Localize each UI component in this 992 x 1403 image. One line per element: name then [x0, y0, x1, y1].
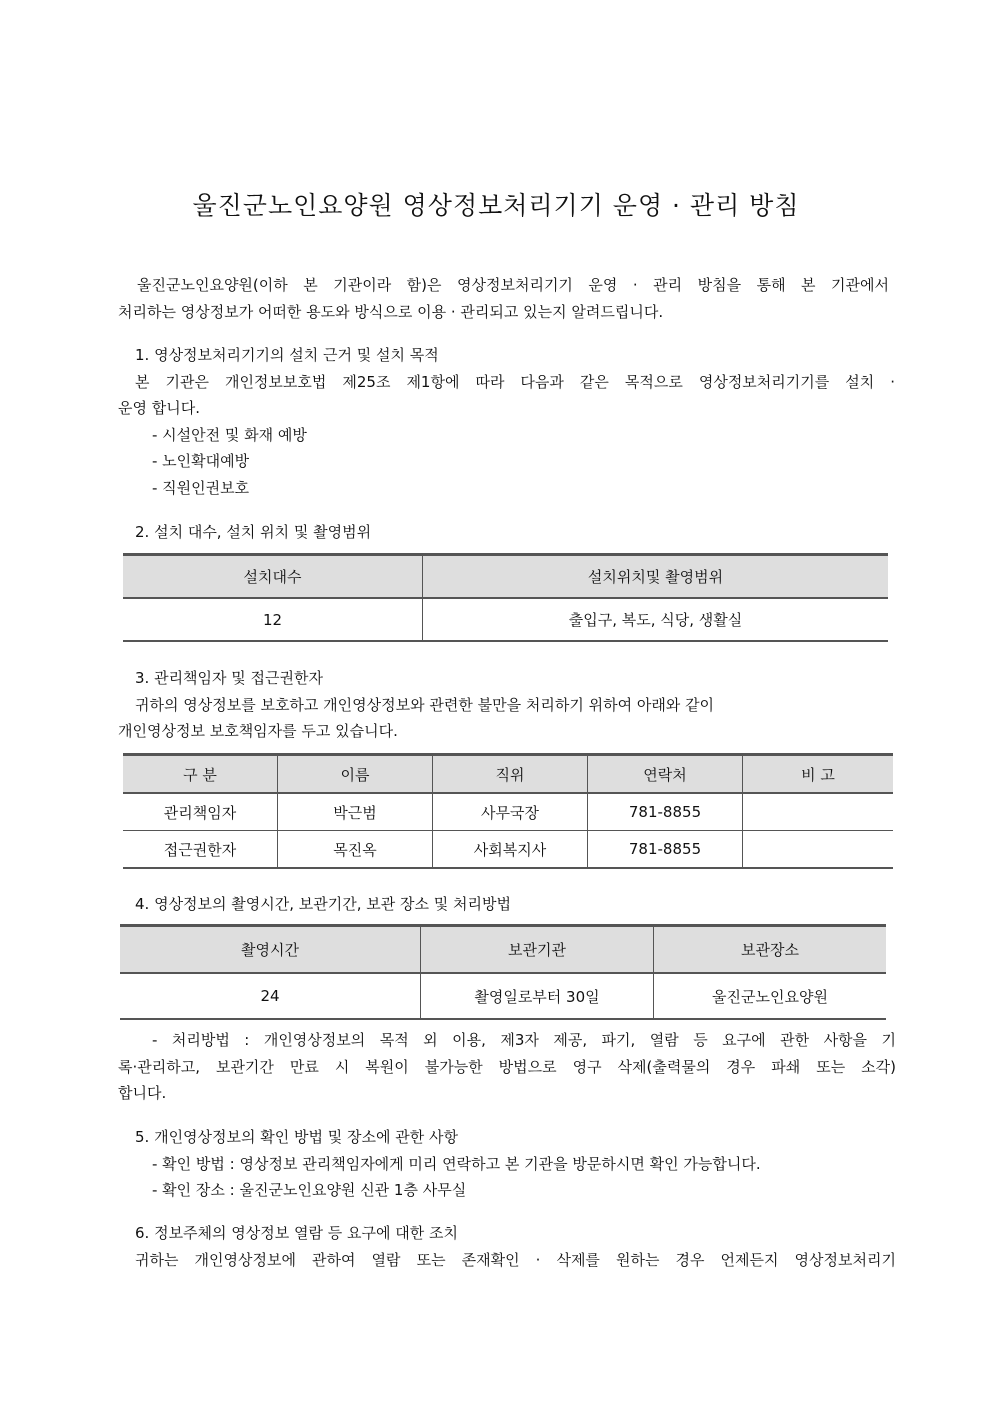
cell-position: 사무국장 [433, 793, 588, 831]
section4-note-1: - 처리방법 : 개인영상정보의 목적 외 이용, 제3자 제공, 파기, 열람 등 요구에 관한 사항을 기 [152, 1031, 896, 1049]
cell-position: 사회복지사 [433, 831, 588, 869]
retention-period-cell: 촬영일로부터 30일 [421, 973, 654, 1019]
header-category: 구 분 [123, 755, 278, 794]
storage-place-cell: 울진군노인요양원 [712, 987, 828, 1006]
section2-heading: 2. 설치 대수, 설치 위치 및 촬영범위 [135, 523, 372, 541]
section6-line-1: 귀하는 개인영상정보에 관하여 열람 또는 존재확인 · 삭제를 원하는 경우 언제든지 영상정보처리기 [135, 1251, 896, 1269]
header-install-location: 설치위치및 촬영범위 [423, 555, 889, 599]
header-remarks: 비 고 [743, 755, 894, 794]
table-row [123, 793, 893, 831]
table-row [123, 598, 888, 641]
section3-line-1: 귀하의 영상정보를 보호하고 개인영상정보와 관련한 불만을 처리하기 위하여 아래와 같이 [135, 696, 715, 714]
cell-name: 박근범 [278, 793, 433, 831]
header-name: 이름 [278, 755, 433, 794]
table-row [123, 831, 893, 869]
header-contact: 연락처 [588, 755, 743, 794]
retention-table [120, 924, 886, 1020]
section4-note-3: 합니다. [118, 1084, 167, 1102]
manager-table [123, 753, 893, 869]
section4-heading: 4. 영상정보의 촬영시간, 보관기간, 보관 장소 및 처리방법 [135, 895, 512, 913]
table-header-row [123, 755, 893, 794]
header-position: 직위 [433, 755, 588, 794]
section3-line-2: 개인영상정보 보호책임자를 두고 있습니다. [118, 722, 398, 740]
cell-contact: 781-8855 [588, 831, 743, 869]
section1-item-2: - 노인확대예방 [152, 452, 250, 470]
intro-line-2: 처리하는 영상정보가 어떠한 용도와 방식으로 이용 · 관리되고 있는지 알려드립니다. [118, 303, 664, 321]
cell-remarks [743, 793, 894, 831]
header-retention-period: 보관기관 [421, 926, 654, 974]
table-row [120, 973, 886, 1019]
section1-item-3: - 직원인권보호 [152, 479, 250, 497]
cell-remarks [743, 831, 894, 869]
installation-table [123, 553, 888, 642]
intro-line-1: 울진군노인요양원(이하 본 기관이라 함)은 영상정보처리기기 운영 · 관리 방침을 통해 본 기관에서 [137, 276, 889, 294]
cell-category: 접근권한자 [123, 831, 278, 869]
table-header-row [123, 555, 888, 599]
section1-line-2: 운영 합니다. [118, 399, 200, 417]
section5-item-2: - 확인 장소 : 울진군노인요양원 신관 1층 사무실 [152, 1181, 467, 1199]
section5-item-1: - 확인 방법 : 영상정보 관리책임자에게 미리 연락하고 본 기관을 방문하시면 확인 가능합니다. [152, 1155, 761, 1173]
section1-heading: 1. 영상정보처리기기의 설치 근거 및 설치 목적 [135, 346, 439, 364]
header-recording-time: 촬영시간 [120, 926, 421, 974]
header-install-count: 설치대수 [123, 555, 423, 599]
section5-heading: 5. 개인영상정보의 확인 방법 및 장소에 관한 사항 [135, 1128, 458, 1146]
header-storage-place: 보관장소 [654, 926, 887, 974]
section3-heading: 3. 관리책임자 및 접근권한자 [135, 669, 324, 687]
install-count-cell: 12 [123, 598, 423, 641]
recording-time-cell: 24 [120, 973, 421, 1019]
install-location-cell: 출입구, 복도, 식당, 생활실 [568, 611, 743, 629]
cell-contact: 781-8855 [588, 793, 743, 831]
cell-name: 목진옥 [278, 831, 433, 869]
document-title: 울진군노인요양원 영상정보처리기기 운영 · 관리 방침 [192, 191, 800, 220]
section1-item-1: - 시설안전 및 화재 예방 [152, 426, 307, 444]
section6-heading: 6. 정보주체의 영상정보 열람 등 요구에 대한 조치 [135, 1224, 458, 1242]
section1-line-1: 본 기관은 개인정보보호법 제25조 제1항에 따라 다음과 같은 목적으로 영상정보처리기기를 설치 · [135, 373, 895, 391]
cell-category: 관리책임자 [123, 793, 278, 831]
table-header-row [120, 926, 886, 974]
section4-note-2: 록·관리하고, 보관기간 만료 시 복원이 불가능한 방법으로 영구 삭제(출력물의 경우 파쇄 또는 소각) [118, 1058, 896, 1076]
